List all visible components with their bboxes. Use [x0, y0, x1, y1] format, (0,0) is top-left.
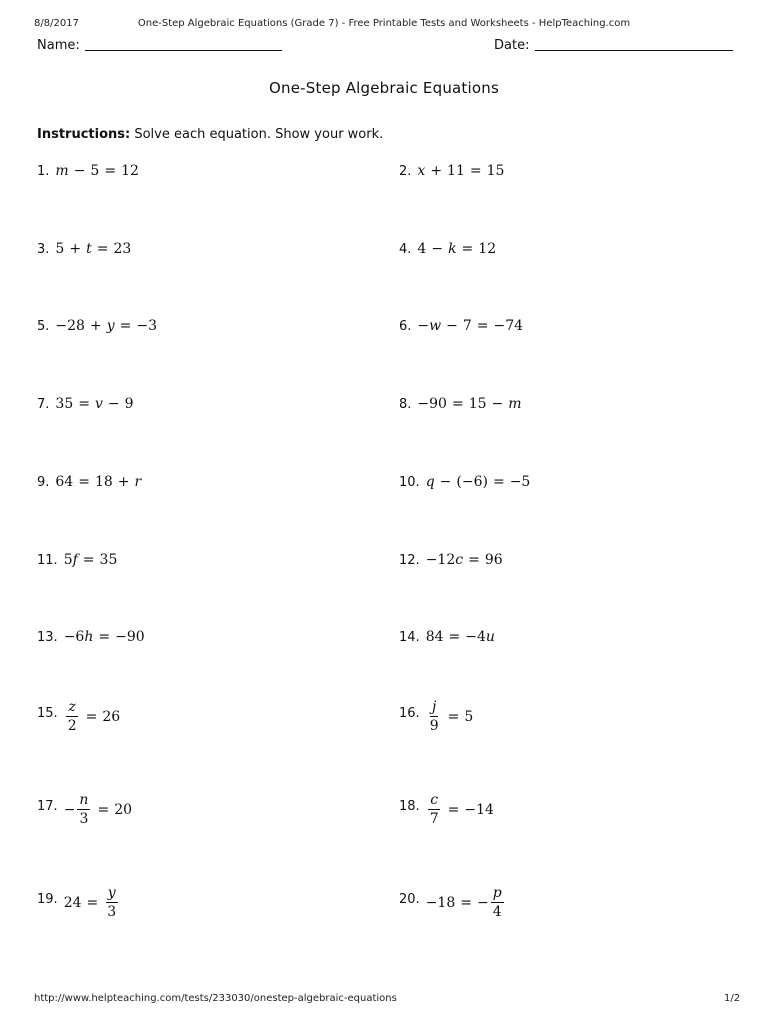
- equation: [55, 163, 139, 179]
- problem-number: 15.: [37, 706, 58, 721]
- number: −: [63, 801, 76, 818]
- problem-item: [399, 700, 473, 733]
- instructions-label: Instructions:: [37, 127, 131, 142]
- equation: [64, 552, 118, 568]
- problem-item: [399, 793, 494, 826]
- fraction: [428, 793, 441, 826]
- operator: =: [460, 894, 472, 911]
- problem-number: 19.: [37, 892, 58, 907]
- problem-number: 12.: [399, 552, 420, 568]
- problem-item: [399, 241, 496, 257]
- number: 64: [55, 474, 74, 490]
- variable: m: [55, 163, 69, 179]
- number: 20: [114, 801, 133, 818]
- operator: =: [98, 629, 111, 645]
- number: 5: [55, 241, 65, 257]
- operator: +: [89, 318, 102, 334]
- fraction-numerator: c: [430, 792, 439, 808]
- variable: y: [106, 318, 115, 334]
- operator: +: [430, 163, 443, 179]
- instructions: [37, 127, 383, 142]
- operator: =: [492, 474, 505, 490]
- problem-item: [37, 552, 117, 568]
- variable: k: [448, 241, 457, 257]
- problem-number: 16.: [399, 706, 420, 721]
- problem-item: [37, 793, 132, 826]
- print-page-title: One-Step Algebraic Equations (Grade 7) - Free Printable Tests and Worksheets - HelpTeaching.com: [137, 18, 631, 29]
- fraction-denominator: 7: [429, 811, 439, 827]
- problem-item: [37, 163, 139, 179]
- operator: −: [73, 163, 86, 179]
- number: 12: [478, 241, 497, 257]
- variable: r: [134, 474, 142, 490]
- operator: =: [469, 163, 482, 179]
- problem-item: [37, 241, 131, 257]
- problem-number: 18.: [399, 799, 420, 814]
- variable: f: [72, 552, 78, 568]
- equation: [426, 886, 506, 919]
- fraction-numerator: z: [68, 699, 76, 715]
- print-date: 8/8/2017: [34, 18, 79, 29]
- date-label: Date:: [494, 38, 530, 53]
- number: −28: [55, 318, 85, 334]
- equation: [417, 318, 523, 334]
- equation: [64, 700, 120, 733]
- equation: [64, 793, 132, 826]
- problem-item: [399, 396, 522, 412]
- problem-item: [37, 629, 145, 645]
- variable: c: [455, 552, 464, 568]
- operator: =: [85, 708, 98, 725]
- number: −74: [493, 318, 524, 334]
- fraction: [77, 793, 90, 826]
- operator: =: [86, 894, 99, 911]
- problem-number: 7.: [37, 396, 50, 412]
- number: 35: [55, 396, 74, 412]
- number: −14: [464, 801, 494, 818]
- variable: m: [508, 396, 522, 412]
- problem-item: [37, 474, 141, 490]
- fraction: [105, 886, 118, 919]
- number: 26: [102, 708, 121, 725]
- operator: =: [447, 708, 460, 725]
- number: 35: [99, 552, 118, 568]
- fraction-denominator: 3: [107, 904, 117, 920]
- operator: +: [69, 241, 82, 257]
- operator: =: [447, 801, 460, 818]
- equation: [417, 163, 504, 179]
- problem-item: [399, 318, 523, 334]
- number: −90: [115, 629, 145, 645]
- number: −18: [425, 894, 456, 911]
- name-field-line: [85, 50, 282, 51]
- number: −90: [417, 396, 447, 412]
- fraction: [428, 700, 441, 733]
- problem-number: 3.: [37, 241, 50, 257]
- operator: −: [446, 318, 458, 334]
- problem-number: 1.: [37, 163, 50, 179]
- problem-item: [37, 700, 120, 733]
- variable: w: [429, 318, 442, 334]
- problem-number: 11.: [37, 552, 58, 568]
- number: −4: [465, 629, 486, 645]
- number: 84: [425, 629, 444, 645]
- operator: −: [107, 396, 120, 412]
- equation: [64, 629, 145, 645]
- operator: =: [119, 318, 132, 334]
- operator: =: [97, 801, 110, 818]
- problem-item: [399, 886, 506, 919]
- operator: =: [96, 241, 109, 257]
- fraction: [66, 700, 79, 733]
- variable: x: [417, 163, 426, 179]
- operator: =: [78, 474, 90, 490]
- problem-number: 20.: [399, 892, 420, 907]
- equation: [426, 700, 474, 733]
- number: 23: [113, 241, 132, 257]
- operator: −: [491, 396, 504, 412]
- number: 11: [447, 163, 465, 179]
- operator: =: [448, 629, 461, 645]
- equation: [64, 886, 120, 919]
- number: 5: [63, 552, 73, 568]
- equation: [426, 793, 494, 826]
- variable: t: [86, 241, 92, 257]
- date-field-line: [535, 50, 733, 51]
- instructions-text: Solve each equation. Show your work.: [130, 127, 384, 142]
- number: 18: [94, 474, 113, 490]
- problem-item: [399, 552, 503, 568]
- number: 5: [464, 708, 474, 725]
- number: 4: [417, 241, 427, 257]
- fraction-numerator: j: [431, 699, 437, 715]
- operator: =: [476, 318, 489, 334]
- problem-number: 4.: [399, 241, 412, 257]
- footer-url: http://www.helpteaching.com/tests/233030/onestep-algebraic-equations: [34, 993, 397, 1004]
- variable: h: [84, 629, 94, 645]
- number: 96: [484, 552, 503, 568]
- problem-number: 6.: [399, 318, 412, 334]
- fraction-denominator: 4: [492, 904, 502, 920]
- equation: [426, 629, 495, 645]
- fraction-numerator: n: [79, 792, 89, 808]
- problem-number: 8.: [399, 396, 412, 412]
- fraction-denominator: 2: [67, 718, 77, 734]
- equation: [55, 396, 133, 412]
- equation: [55, 474, 141, 490]
- number: 9: [124, 396, 134, 412]
- equation: [417, 241, 496, 257]
- problem-number: 13.: [37, 629, 58, 645]
- number: −12: [425, 552, 456, 568]
- fraction-numerator: y: [107, 885, 116, 901]
- operator: −: [439, 474, 452, 490]
- equation: [55, 318, 157, 334]
- variable: v: [94, 396, 103, 412]
- operator: =: [78, 396, 90, 412]
- operator: −: [431, 241, 444, 257]
- number: 7: [462, 318, 472, 334]
- variable: q: [425, 474, 435, 490]
- operator: =: [468, 552, 480, 568]
- problem-number: 17.: [37, 799, 58, 814]
- number: −5: [509, 474, 531, 490]
- fraction-denominator: 3: [79, 811, 89, 827]
- problem-number: 14.: [399, 629, 420, 645]
- problem-number: 5.: [37, 318, 50, 334]
- problem-item: [399, 474, 530, 490]
- problem-item: [37, 886, 120, 919]
- problem-item: [37, 318, 157, 334]
- number: 12: [121, 163, 139, 179]
- fraction-numerator: p: [492, 885, 502, 901]
- operator: =: [451, 396, 464, 412]
- operator: =: [82, 552, 95, 568]
- number: 24: [63, 894, 82, 911]
- equation: [426, 552, 503, 568]
- fraction-denominator: 9: [429, 718, 439, 734]
- equation: [426, 474, 531, 490]
- footer-page-number: 1/2: [724, 993, 741, 1004]
- number: −: [476, 894, 489, 911]
- number: (−6): [456, 474, 488, 490]
- problem-item: [399, 163, 504, 179]
- operator: =: [461, 241, 474, 257]
- equation: [417, 396, 521, 412]
- problem-number: 2.: [399, 163, 412, 179]
- operator: +: [117, 474, 130, 490]
- problem-item: [37, 396, 134, 412]
- variable: u: [485, 629, 495, 645]
- problem-number: 10.: [399, 474, 420, 490]
- number: −3: [136, 318, 157, 334]
- worksheet-title: One-Step Algebraic Equations: [269, 79, 499, 97]
- problem-number: 9.: [37, 474, 50, 490]
- number: 5: [90, 163, 100, 179]
- problem-item: [399, 629, 495, 645]
- fraction: [491, 886, 504, 919]
- equation: [55, 241, 131, 257]
- number: 15: [486, 163, 505, 179]
- number: 15: [468, 396, 487, 412]
- operator: =: [104, 163, 117, 179]
- number: −: [417, 318, 430, 334]
- name-label: Name:: [37, 38, 80, 53]
- number: −6: [63, 629, 85, 645]
